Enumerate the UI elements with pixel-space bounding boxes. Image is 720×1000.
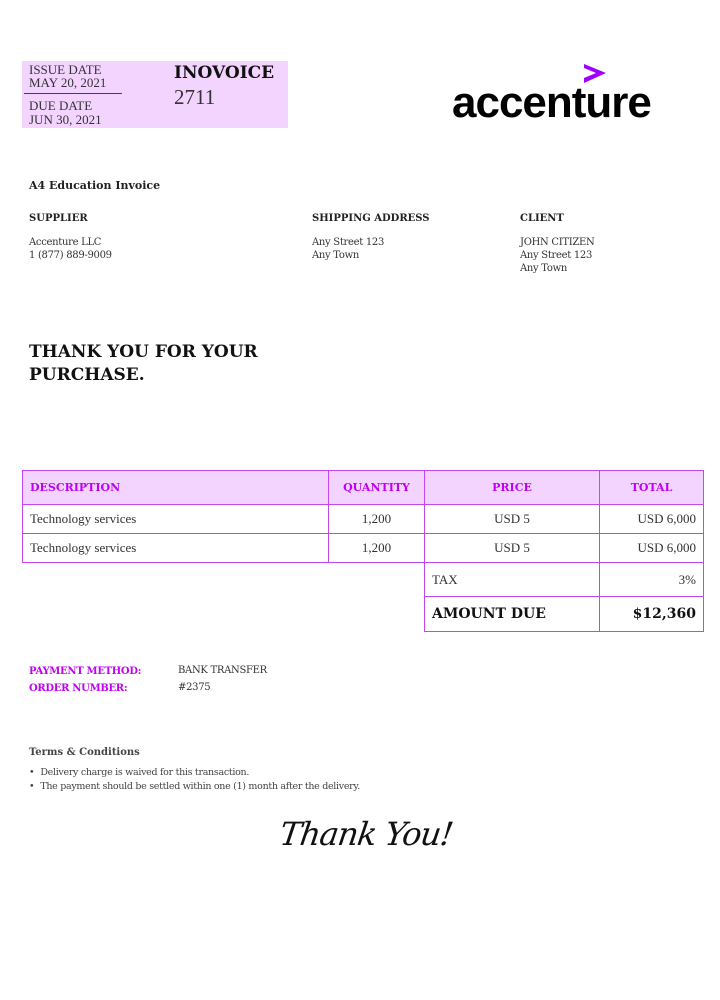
header-description: DESCRIPTION	[23, 471, 329, 505]
cell-total: USD 6,000	[600, 534, 704, 563]
supplier-label: SUPPLIER	[29, 213, 88, 224]
tax-row	[23, 563, 704, 597]
supplier-phone: 1 (877) 889-9009	[29, 250, 112, 261]
date-divider	[24, 93, 122, 94]
terms-item: • The payment should be settled within one (1) month after the delivery.	[29, 780, 360, 794]
shipping-street: Any Street 123	[312, 237, 385, 248]
invoice-title: INOVOICE	[174, 63, 275, 83]
issue-date: MAY 20, 2021	[29, 75, 107, 90]
terms-list	[29, 766, 360, 794]
terms-title: Terms & Conditions	[29, 747, 140, 758]
amount-due-value: $12,360	[600, 597, 704, 632]
header-price: PRICE	[425, 471, 600, 505]
cell-price: USD 5	[425, 505, 600, 534]
shipping-label: SHIPPING ADDRESS	[312, 213, 430, 224]
shipping-info	[312, 236, 384, 262]
shipping-town: Any Town	[312, 250, 360, 261]
thank-you-line-2: PURCHASE.	[29, 365, 145, 385]
cell-quantity: 1,200	[329, 505, 425, 534]
payment-method-value: BANK TRANSFER	[178, 665, 267, 676]
doc-title: A4 Education Invoice	[29, 179, 161, 192]
supplier-name: Accenture LLC	[29, 237, 102, 248]
header-total: TOTAL	[600, 471, 704, 505]
table-row	[23, 505, 704, 534]
thank-you-signature: Thank You!	[277, 815, 455, 853]
issue-date-label: ISSUE DATE	[29, 62, 102, 77]
due-date: JUN 30, 2021	[29, 112, 102, 127]
cell-description: Technology services	[23, 534, 329, 563]
client-town: Any Town	[520, 263, 568, 274]
tax-value: 3%	[600, 563, 704, 597]
header-quantity: QUANTITY	[329, 471, 425, 505]
invoice-number: 2711	[174, 85, 216, 109]
table-header-row	[23, 471, 704, 505]
amount-due-row	[23, 597, 704, 632]
client-info	[520, 236, 594, 275]
accenture-logo	[452, 60, 682, 130]
payment-method-label: PAYMENT METHOD:	[29, 666, 142, 677]
due-date-label: DUE DATE	[29, 98, 93, 113]
table-row	[23, 534, 704, 563]
amount-due-label: AMOUNT DUE	[425, 597, 600, 632]
cell-description: Technology services	[23, 505, 329, 534]
line-items-table	[22, 470, 704, 632]
terms-item: • Delivery charge is waived for this transaction.	[29, 766, 360, 780]
supplier-info	[29, 236, 112, 262]
cell-quantity: 1,200	[329, 534, 425, 563]
empty-cell	[23, 563, 425, 597]
cell-price: USD 5	[425, 534, 600, 563]
order-number-label: ORDER NUMBER:	[29, 683, 128, 694]
order-number-value: #2375	[178, 682, 211, 693]
client-label: CLIENT	[520, 213, 564, 224]
tax-label: TAX	[425, 563, 600, 597]
thank-you-heading	[29, 341, 258, 387]
thank-you-line-1: THANK YOU FOR YOUR	[29, 342, 258, 362]
empty-cell	[23, 597, 425, 632]
client-street: Any Street 123	[520, 250, 593, 261]
logo-text: accenture	[452, 78, 651, 127]
cell-total: USD 6,000	[600, 505, 704, 534]
client-name: JOHN CITIZEN	[520, 237, 595, 248]
